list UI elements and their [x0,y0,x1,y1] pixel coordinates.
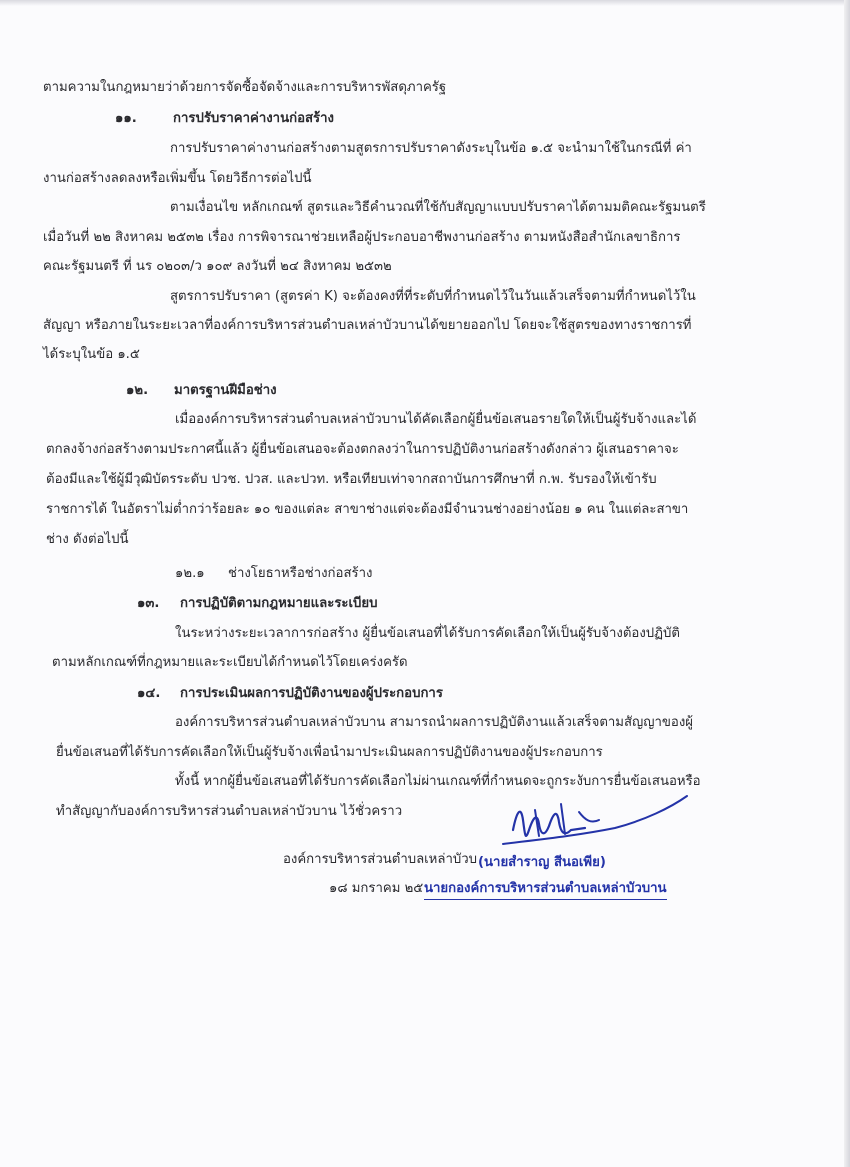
section-14-p1-line1: องค์การบริหารส่วนตำบลเหล่าบัวบาน สามารถนำผลการปฏิบัติงานแล้วเสร็จตามสัญญาของผู้ [175,715,694,730]
section-11-heading [115,110,334,128]
footer-organization: องค์การบริหารส่วนตำบลเหล่าบัวบ [283,852,478,867]
section-14-heading [137,685,443,703]
section-14-p2-line2: ทำสัญญากับองค์การบริหารส่วนตำบลเหล่าบัวบาน ไว้ชั่วคราว [56,804,403,819]
intro-line: ตามความในกฎหมายว่าด้วยการจัดซื้อจัดจ้างและการบริหารพัสดุภาครัฐ [43,80,447,95]
section-14-p2-line1: ทั้งนี้ หากผู้ยื่นข้อเสนอที่ได้รับการคัดเลือกไม่ผ่านเกณฑ์ที่กำหนดจะถูกระงับการยื่นข้อเสนอหรือ [175,774,701,789]
section-13-number: ๑๓. [137,596,160,611]
section-12-p1-line2: ตกลงจ้างก่อสร้างตามประกาศนี้แล้ว ผู้ยื่นข้อเสนอจะต้องตกลงว่าในการปฏิบัติงานก่อสร้างดังกล่าว ผู้เสนอราคาจะ [46,442,679,457]
stamp-name: (นายสำราญ สีนอเพีย) [478,855,606,870]
scan-top-edge [0,0,850,6]
section-11-p2-line3: คณะรัฐมนตรี ที่ นร ๐๒๐๓/ว ๑๐๙ ลงวันที่ ๒๔ สิงหาคม ๒๕๓๒ [43,259,392,274]
section-13-p1-line1: ในระหว่างระยะเวลาการก่อสร้าง ผู้ยื่นข้อเสนอที่ได้รับการคัดเลือกให้เป็นผู้รับจ้างต้องปฏิบัติ [175,626,680,641]
scan-right-edge [844,0,850,1167]
section-12-p1-line5: ช่าง ดังต่อไปนี้ [46,532,129,547]
section-12-p1-line4: ราชการได้ ในอัตราไม่ต่ำกว่าร้อยละ ๑๐ ของแต่ละ สาขาช่างแต่จะต้องมีจำนวนช่างอย่างน้อย ๑ คน ในแต่ละสาขา [46,502,689,517]
section-12-number: ๑๒. [126,383,149,398]
section-11-p3-line3: ได้ระบุในข้อ ๑.๕ [43,347,140,362]
section-11-p3-line1: สูตรการปรับราคา (สูตรค่า K) จะต้องคงที่ที่ระดับที่กำหนดไว้ในวันแล้วเสร็จตามที่กำหนดไว้ใน [170,289,696,304]
section-13-heading [137,595,377,613]
section-11-p2-line1: ตามเงื่อนไข หลักเกณฑ์ สูตรและวิธีคำนวณที่ใช้กับสัญญาแบบปรับราคาได้ตามมติคณะรัฐมนตรี [170,200,706,215]
stamp-title: นายกองค์การบริหารส่วนตำบลเหล่าบัวบาน [424,877,667,900]
section-12-title: มาตรฐานฝีมือช่าง [174,383,277,398]
section-11-p3-line2: สัญญา หรือภายในระยะเวลาที่องค์การบริหารส่วนตำบลเหล่าบัวบานได้ขยายออกไป โดยจะใช้สูตรของทางราชการที่ [43,318,692,333]
footer-date: ๑๘ มกราคม ๒๕ [329,881,424,896]
section-12-subitem-number: ๑๒.๑ [175,566,205,581]
section-11-p2-line2: เมื่อวันที่ ๒๒ สิงหาคม ๒๕๓๒ เรื่อง การพิจารณาช่วยเหลือผู้ประกอบอาชีพงานก่อสร้าง ตามหนังสือสำนักเลขาธิการ [43,230,681,245]
section-14-p1-line2: ยื่นข้อเสนอที่ได้รับการคัดเลือกให้เป็นผู้รับจ้างเพื่อนำมาประเมินผลการปฏิบัติงานของผู้ประกอบการ [56,745,603,760]
section-11-p1-line2: งานก่อสร้างลดลงหรือเพิ่มขึ้น โดยวิธีการต่อไปนี้ [43,171,312,186]
section-12-p1-line1: เมื่อองค์การบริหารส่วนตำบลเหล่าบัวบานได้คัดเลือกผู้ยื่นข้อเสนอรายใดให้เป็นผู้รับจ้างและได้ [175,412,697,427]
section-11-number: ๑๑. [115,111,137,126]
section-13-p1-line2: ตามหลักเกณฑ์ที่กฎหมายและระเบียบได้กำหนดไว้โดยเคร่งครัด [52,655,408,670]
section-13-title: การปฏิบัติตามกฎหมายและระเบียบ [180,596,378,611]
section-12-subitem-text: ช่างโยธาหรือช่างก่อสร้าง [228,566,373,581]
section-12-p1-line3: ต้องมีและใช้ผู้มีวุฒิบัตรระดับ ปวช. ปวส. และปวท. หรือเทียบเท่าจากสถาบันการศึกษาที่ ก.พ. รับรองให้เข้ารับ [46,472,657,487]
section-14-number: ๑๔. [137,686,161,701]
section-11-p1-line1: การปรับราคาค่างานก่อสร้างตามสูตรการปรับราคาดังระบุในข้อ ๑.๕ จะนำมาใช้ในกรณีที่ ค่า [170,141,692,156]
section-14-title: การประเมินผลการปฏิบัติงานของผู้ประกอบการ [180,686,443,701]
handwritten-signature [495,790,695,860]
section-12-subitem [175,565,372,583]
section-12-heading [126,382,277,400]
section-11-title: การปรับราคาค่างานก่อสร้าง [173,111,334,126]
